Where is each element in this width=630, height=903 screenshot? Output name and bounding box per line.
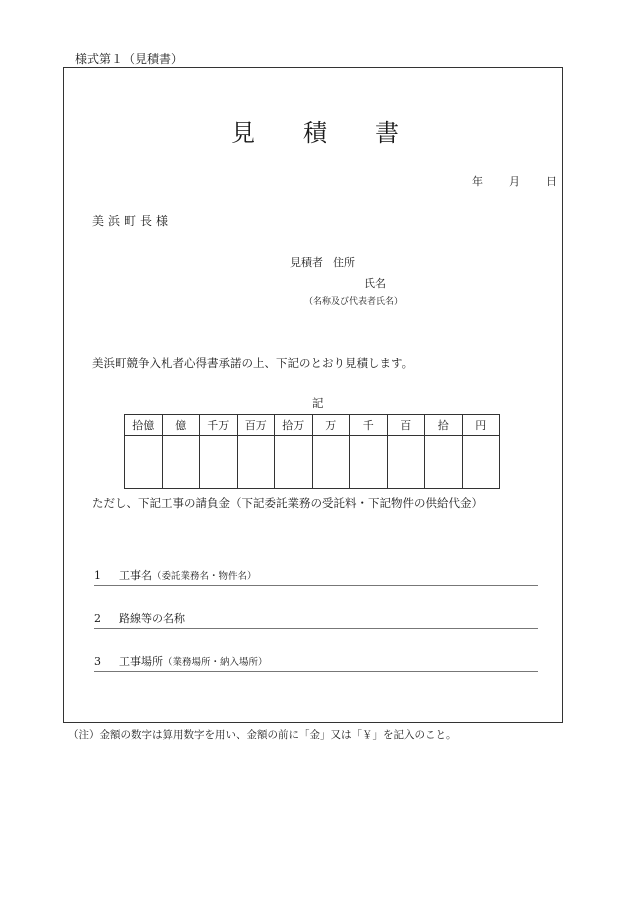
title-char-1: 見: [231, 119, 255, 147]
amount-header-cell: 円: [462, 415, 500, 436]
ki-heading: 記: [312, 396, 324, 410]
amount-header-cell: 拾億: [125, 415, 163, 436]
date-month: 月: [509, 175, 520, 188]
amount-value-cell[interactable]: [275, 436, 313, 489]
date-line: [472, 173, 557, 189]
footnote: （注）金額の数字は算用数字を用い、金額の前に「金」又は「￥」を記入のこと。: [68, 729, 457, 741]
amount-table: [124, 414, 500, 489]
amount-header-cell: 百万: [237, 415, 275, 436]
date-day: 日: [546, 175, 557, 188]
document-title: [0, 113, 630, 148]
item-label: 工事名: [119, 569, 152, 582]
amount-header-cell: 拾: [425, 415, 463, 436]
item-sub-label: （委託業務名・物件名）: [152, 571, 257, 582]
amount-header-cell: 千万: [200, 415, 238, 436]
amount-value-cell[interactable]: [312, 436, 350, 489]
item-sub-label: （業務場所・納入場所）: [163, 657, 268, 668]
title-char-2: 積: [303, 119, 327, 147]
item-number: 2: [94, 612, 101, 625]
item-number: 1: [94, 569, 101, 582]
estimator-label: 見積者: [290, 256, 323, 269]
proviso-text: ただし、下記工事の請負金（下記委託業務の受託料・下記物件の供給代金）: [92, 496, 483, 510]
amount-value-cell[interactable]: [237, 436, 275, 489]
estimator-address-line: [290, 254, 355, 270]
amount-value-cell[interactable]: [125, 436, 163, 489]
item-construction-name[interactable]: [94, 567, 538, 586]
name-label: 氏名: [364, 277, 386, 290]
amount-header-cell: 千: [350, 415, 388, 436]
amount-value-row: [125, 436, 500, 489]
name-note: （名称及び代表者氏名）: [304, 297, 404, 307]
address-label: 住所: [333, 256, 355, 269]
amount-header-row: [125, 415, 500, 436]
amount-header-cell: 百: [387, 415, 425, 436]
title-char-3: 書: [375, 119, 399, 147]
statement-text: 美浜町競争入札者心得書承諾の上、下記のとおり見積します。: [92, 356, 414, 370]
amount-header-cell: 拾万: [275, 415, 313, 436]
item-label: 路線等の名称: [119, 612, 185, 625]
form-number-label: 様式第１（見積書）: [75, 52, 184, 66]
item-label: 工事場所: [119, 655, 163, 668]
item-number: 3: [94, 655, 101, 668]
amount-value-cell[interactable]: [425, 436, 463, 489]
amount-value-cell[interactable]: [350, 436, 388, 489]
amount-value-cell[interactable]: [462, 436, 500, 489]
amount-value-cell[interactable]: [162, 436, 200, 489]
item-route-name[interactable]: [94, 610, 538, 629]
amount-value-cell[interactable]: [200, 436, 238, 489]
item-construction-location[interactable]: [94, 653, 538, 672]
amount-header-cell: 億: [162, 415, 200, 436]
amount-header-cell: 万: [312, 415, 350, 436]
addressee: 美浜町長様: [92, 214, 173, 228]
date-year: 年: [472, 175, 483, 188]
amount-value-cell[interactable]: [387, 436, 425, 489]
